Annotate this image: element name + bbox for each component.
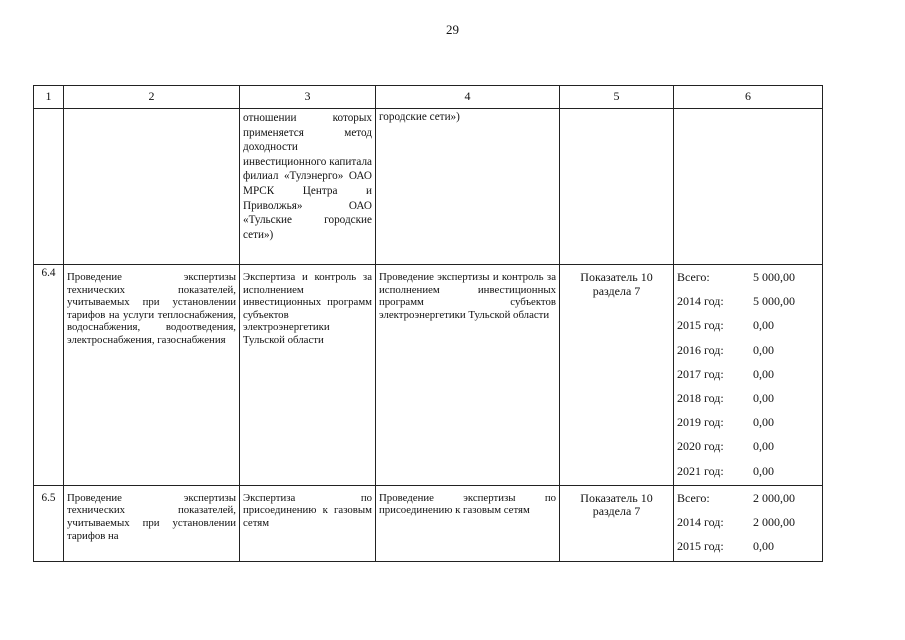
- row-funding: [674, 485, 823, 561]
- funding-label: 2015 год:: [677, 539, 724, 554]
- row-funding: [674, 265, 823, 486]
- row-result: Проведение экспертизы и контроль за исполнением инвестиционных программ субъектов электроэнергетики Тульской области: [376, 265, 560, 486]
- funding-label: 2021 год:: [677, 463, 724, 478]
- row-indicator: Показатель 10 раздела 7: [560, 265, 674, 486]
- funding-list: [677, 486, 819, 559]
- table-row: [34, 265, 823, 486]
- column-header: 5: [560, 86, 674, 109]
- funding-label: 2020 год:: [677, 439, 724, 454]
- table-header-row: [34, 86, 823, 109]
- funding-value: 0,00: [753, 539, 775, 554]
- row-name: Проведение экспертизы технических показателей, учитываемых при установлении тарифов на услуги теплоснабжения, водоснабжения, водоотведения, электроснабжения, газоснабжения: [64, 265, 240, 486]
- row-number: 6.5: [34, 485, 64, 561]
- column-header: 2: [64, 86, 240, 109]
- funding-label: 2019 год:: [677, 415, 724, 430]
- funding-list: [677, 265, 819, 483]
- table-row-continuation: [34, 109, 823, 265]
- program-table: [33, 85, 823, 562]
- funding-item: [677, 434, 819, 458]
- funding-value: 0,00: [753, 463, 775, 478]
- funding-item: [677, 313, 819, 337]
- page-number: 29: [446, 22, 459, 37]
- column-header: 6: [674, 86, 823, 109]
- row-number: 6.4: [34, 265, 64, 486]
- row-name: Проведение экспертизы технических показателей, учитываемых при установлении тарифов на: [64, 485, 240, 561]
- funding-label: Всего:: [677, 270, 710, 284]
- funding-value: 5 000,00: [753, 294, 796, 309]
- funding-item: [677, 510, 819, 534]
- funding-label: 2016 год:: [677, 342, 724, 357]
- row-result: Проведение экспертизы по присоединению к газовым сетям: [376, 485, 560, 561]
- cell-funding: [674, 109, 823, 265]
- funding-value: 0,00: [753, 391, 775, 406]
- funding-value: 2 000,00: [753, 515, 796, 530]
- funding-label: 2017 год:: [677, 366, 724, 381]
- cell-indicator: [560, 109, 674, 265]
- funding-item: [677, 534, 819, 558]
- funding-value: 0,00: [753, 439, 775, 454]
- funding-value: 0,00: [753, 366, 775, 381]
- funding-label: 2018 год:: [677, 391, 724, 406]
- funding-item: [677, 265, 819, 289]
- cell-number: [34, 109, 64, 265]
- funding-label: 2015 год:: [677, 318, 724, 333]
- row-indicator: Показатель 10 раздела 7: [560, 485, 674, 561]
- table-row: [34, 485, 823, 561]
- column-header: 1: [34, 86, 64, 109]
- funding-item: [677, 486, 819, 510]
- column-header: 4: [376, 86, 560, 109]
- funding-item: [677, 410, 819, 434]
- funding-label: Всего:: [677, 490, 710, 505]
- funding-value: 0,00: [753, 342, 775, 357]
- funding-value: 0,00: [753, 415, 775, 430]
- row-activity: Экспертиза по присоединению к газовым сетям: [240, 485, 376, 561]
- funding-value: 2 000,00: [753, 490, 796, 505]
- funding-item: [677, 362, 819, 386]
- funding-value: 5 000,00: [753, 270, 796, 284]
- row-activity: Экспертиза и контроль за исполнением инвестиционных программ субъектов электроэнергетики Тульской области: [240, 265, 376, 486]
- funding-item: [677, 338, 819, 362]
- funding-item: [677, 459, 819, 483]
- cell-name: [64, 109, 240, 265]
- cell-result: городские сети»): [376, 109, 560, 265]
- column-header: 3: [240, 86, 376, 109]
- funding-label: 2014 год:: [677, 515, 724, 530]
- cell-activity: отношении которых применяется метод доходности инвестиционного капитала филиал «Тулэнерго» ОАО МРСК Центра и Приволжья» ОАО «Тульские городские сети»): [240, 109, 376, 265]
- funding-item: [677, 386, 819, 410]
- funding-label: 2014 год:: [677, 294, 724, 309]
- funding-item: [677, 289, 819, 313]
- funding-value: 0,00: [753, 318, 775, 333]
